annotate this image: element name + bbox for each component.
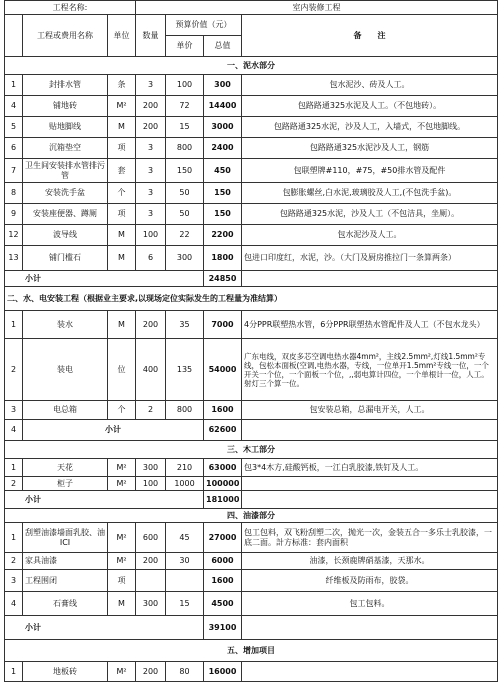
row-no: 1: [5, 662, 23, 682]
row-price: 50: [166, 183, 204, 204]
row-no: 6: [5, 138, 23, 159]
row-no: 1: [5, 75, 23, 96]
table-row: [5, 553, 498, 570]
row-price: 50: [166, 204, 204, 225]
row-price: [166, 570, 204, 592]
row-price: 22: [166, 225, 204, 246]
row-total: 1800: [204, 246, 242, 271]
subtotal-label: 小计: [5, 271, 204, 287]
row-name: 波导线: [23, 225, 108, 246]
section-title: 四、油漆部分: [5, 509, 498, 523]
subtotal-value: 39100: [204, 616, 242, 640]
section-title: 二、水、电安装工程（根据业主要求,以现场定位实际发生的工程量为准结算）: [5, 287, 498, 311]
row-unit: M²: [108, 96, 136, 117]
row-total: 4500: [204, 592, 242, 616]
table-row: [5, 75, 498, 96]
subtotal-label: 小计: [5, 491, 204, 509]
row-qty: 3: [136, 75, 166, 96]
row-note: [242, 477, 498, 491]
row-name: 沉箱垫空: [23, 138, 108, 159]
row-no: 13: [5, 246, 23, 271]
row-price: 800: [166, 401, 204, 420]
table-row: [5, 138, 498, 159]
row-no: 4: [5, 96, 23, 117]
table-row: [5, 204, 498, 225]
row-unit: 个: [108, 183, 136, 204]
row-name: 地板砖: [23, 662, 108, 682]
row-note: 包3*4木方,硅酸钙板，一江白乳胶漆,铁钉及人工。: [242, 459, 498, 477]
table-row: [5, 183, 498, 204]
row-no: 3: [5, 570, 23, 592]
row-note: 包工包料，双飞粉刮塑二次，抛光一次，金装五合一多乐士乳胶漆，一底二面。計方标准：套内面积: [242, 523, 498, 553]
row-qty: 300: [136, 459, 166, 477]
row-name: 石膏线: [23, 592, 108, 616]
subtotal-value: 181000: [204, 491, 242, 509]
row-unit: 条: [108, 75, 136, 96]
row-no: 2: [5, 553, 23, 570]
section-title: 一、泥水部分: [5, 57, 498, 75]
table-row: [5, 401, 498, 420]
row-note: 包安装总箱，总漏电开关，人工。: [242, 401, 498, 420]
row-name: 铺地砖: [23, 96, 108, 117]
row-note: 包膨胀螺丝,白水泥,玻璃胶及人工,(不包洗手盆)。: [242, 183, 498, 204]
section-title: 五、增加项目: [5, 640, 498, 662]
row-qty: 600: [136, 523, 166, 553]
row-price: 80: [166, 662, 204, 682]
row-unit: M²: [108, 459, 136, 477]
project-name-label: 工程名称:: [5, 1, 136, 15]
row-total: 63000: [204, 459, 242, 477]
row-price: 100: [166, 75, 204, 96]
row-no: 8: [5, 183, 23, 204]
row-qty: 100: [136, 225, 166, 246]
row-price: 15: [166, 117, 204, 138]
row-total: 27000: [204, 523, 242, 553]
row-qty: 200: [136, 311, 166, 339]
col-unit-header: 单位: [108, 15, 136, 57]
row-name: 安装座便器、蹲厕: [23, 204, 108, 225]
row-qty: 200: [136, 553, 166, 570]
table-row: [5, 246, 498, 271]
row-qty: 3: [136, 183, 166, 204]
row-qty: 2: [136, 401, 166, 420]
row-note: 包路路通325水泥，沙及人工，入墙式，不包地脚线。: [242, 117, 498, 138]
row-qty: 200: [136, 662, 166, 682]
row-price: 15: [166, 592, 204, 616]
row-name: 封排水管: [23, 75, 108, 96]
row-note: 4分PPR联塑热水管，6分PPR联塑热水管配件及人工（不包水龙头）: [242, 311, 498, 339]
col-budget-header: 预算价值（元）: [166, 15, 242, 36]
table-row: [5, 117, 498, 138]
row-no: 2: [5, 477, 23, 491]
row-name: 家具油漆: [23, 553, 108, 570]
subtotal-value: 62600: [204, 420, 242, 441]
row-price: 72: [166, 96, 204, 117]
row-note: 包联塑牌#110，#75，#50排水管及配件: [242, 159, 498, 183]
row-name: 工程围闭: [23, 570, 108, 592]
row-unit: 项: [108, 204, 136, 225]
row-qty: 200: [136, 117, 166, 138]
row-no: 9: [5, 204, 23, 225]
row-total: 2400: [204, 138, 242, 159]
row-note: 包路路通325水泥，沙及人工（不包洁具，坐厕）。: [242, 204, 498, 225]
row-qty: 200: [136, 96, 166, 117]
row-name: 装电: [23, 339, 108, 401]
row-unit: M: [108, 246, 136, 271]
row-note: 包工包料。: [242, 592, 498, 616]
row-name: 刮塑油漆墙面乳胶、油ICI: [23, 523, 108, 553]
row-no: 1: [5, 523, 23, 553]
row-unit: 位: [108, 339, 136, 401]
project-name-value: 室内装修工程: [136, 1, 498, 15]
row-note: [242, 662, 498, 682]
row-total: 16000: [204, 662, 242, 682]
row-qty: 300: [136, 592, 166, 616]
row-total: 300: [204, 75, 242, 96]
row-qty: 3: [136, 204, 166, 225]
col-total-header: 总值: [204, 36, 242, 57]
row-total: 150: [204, 183, 242, 204]
col-note-header: 备 注: [242, 15, 498, 57]
table-row: [5, 311, 498, 339]
table-row: [5, 339, 498, 401]
row-total: 100000: [204, 477, 242, 491]
row-total: 7000: [204, 311, 242, 339]
row-price: 135: [166, 339, 204, 401]
row-unit: M²: [108, 523, 136, 553]
row-note: 油漆，长颈鹿牌硝基漆，天那水。: [242, 553, 498, 570]
row-note: 包水泥沙、砖及人工。: [242, 75, 498, 96]
row-name: 天花: [23, 459, 108, 477]
row-unit: M: [108, 311, 136, 339]
row-total: 3000: [204, 117, 242, 138]
table-row: [5, 570, 498, 592]
row-total: 14400: [204, 96, 242, 117]
row-unit: 项: [108, 138, 136, 159]
row-total: 450: [204, 159, 242, 183]
row-name: 卫生间安装排水管排污管: [23, 159, 108, 183]
row-unit: M²: [108, 553, 136, 570]
table-row: [5, 225, 498, 246]
row-unit: 项: [108, 570, 136, 592]
row-unit: M: [108, 592, 136, 616]
subtotal-value: 24850: [204, 271, 242, 287]
col-unit-price-header: 单价: [166, 36, 204, 57]
row-note: 广东电线，双皮多芯空调电热水器4mm²，主线2.5mm²,灯线1.5mm²专线，包松本面板(空调,电热水器，专线，一位单开1.5mm²专线一位，一个开关一个位，一个面板一个位，,,弱电算计四位，一个单根计一位，人工。射灯三个算一位。: [242, 339, 498, 401]
row-no: 2: [5, 339, 23, 401]
table-row: [5, 459, 498, 477]
row-price: 45: [166, 523, 204, 553]
row-unit: M²: [108, 662, 136, 682]
subtotal-label: 小计: [5, 616, 204, 640]
row-total: 1600: [204, 401, 242, 420]
row-price: 1000: [166, 477, 204, 491]
table-row: [5, 523, 498, 553]
table-row: [5, 96, 498, 117]
subtotal-label: 小计: [23, 420, 204, 441]
row-qty: 6: [136, 246, 166, 271]
row-no: 7: [5, 159, 23, 183]
section-title: 三、木工部分: [5, 441, 498, 459]
row-total: 1600: [204, 570, 242, 592]
table-row: [5, 159, 498, 183]
row-unit: 个: [108, 401, 136, 420]
subtotal-row-no: 4: [5, 420, 23, 441]
row-note: 包进口印度红，水泥，沙。（大门及厨房推拉门一条算两条）: [242, 246, 498, 271]
row-name: 铺门槛石: [23, 246, 108, 271]
row-unit: M: [108, 117, 136, 138]
row-price: 30: [166, 553, 204, 570]
row-total: 54000: [204, 339, 242, 401]
row-note: 包水泥沙及人工。: [242, 225, 498, 246]
row-qty: 100: [136, 477, 166, 491]
row-name: 电总箱: [23, 401, 108, 420]
row-note: 包路路通325水泥及人工。（不包地砖）。: [242, 96, 498, 117]
row-name: 贴地脚线: [23, 117, 108, 138]
row-no: 1: [5, 459, 23, 477]
row-no: 5: [5, 117, 23, 138]
row-no: 12: [5, 225, 23, 246]
table-row: [5, 592, 498, 616]
row-qty: 400: [136, 339, 166, 401]
row-qty: 3: [136, 138, 166, 159]
row-qty: [136, 570, 166, 592]
row-note: 纤维板及防雨布，胶袋。: [242, 570, 498, 592]
row-price: 150: [166, 159, 204, 183]
row-total: 150: [204, 204, 242, 225]
row-price: 210: [166, 459, 204, 477]
row-price: 800: [166, 138, 204, 159]
col-qty-header: 数量: [136, 15, 166, 57]
row-name: 安装洗手盆: [23, 183, 108, 204]
row-no: 3: [5, 401, 23, 420]
budget-table: [4, 0, 498, 682]
row-total: 6000: [204, 553, 242, 570]
table-row: [5, 662, 498, 682]
row-no: 4: [5, 592, 23, 616]
row-qty: 3: [136, 159, 166, 183]
table-row: [5, 477, 498, 491]
row-no: 1: [5, 311, 23, 339]
row-unit: M²: [108, 477, 136, 491]
row-name: 装水: [23, 311, 108, 339]
row-unit: 套: [108, 159, 136, 183]
row-price: 300: [166, 246, 204, 271]
row-total: 2200: [204, 225, 242, 246]
row-price: 35: [166, 311, 204, 339]
row-note: 包路路通325水泥沙及人工，钢筋: [242, 138, 498, 159]
col-item-header: 工程或费用名称: [23, 15, 108, 57]
row-name: 柜子: [23, 477, 108, 491]
row-unit: M: [108, 225, 136, 246]
